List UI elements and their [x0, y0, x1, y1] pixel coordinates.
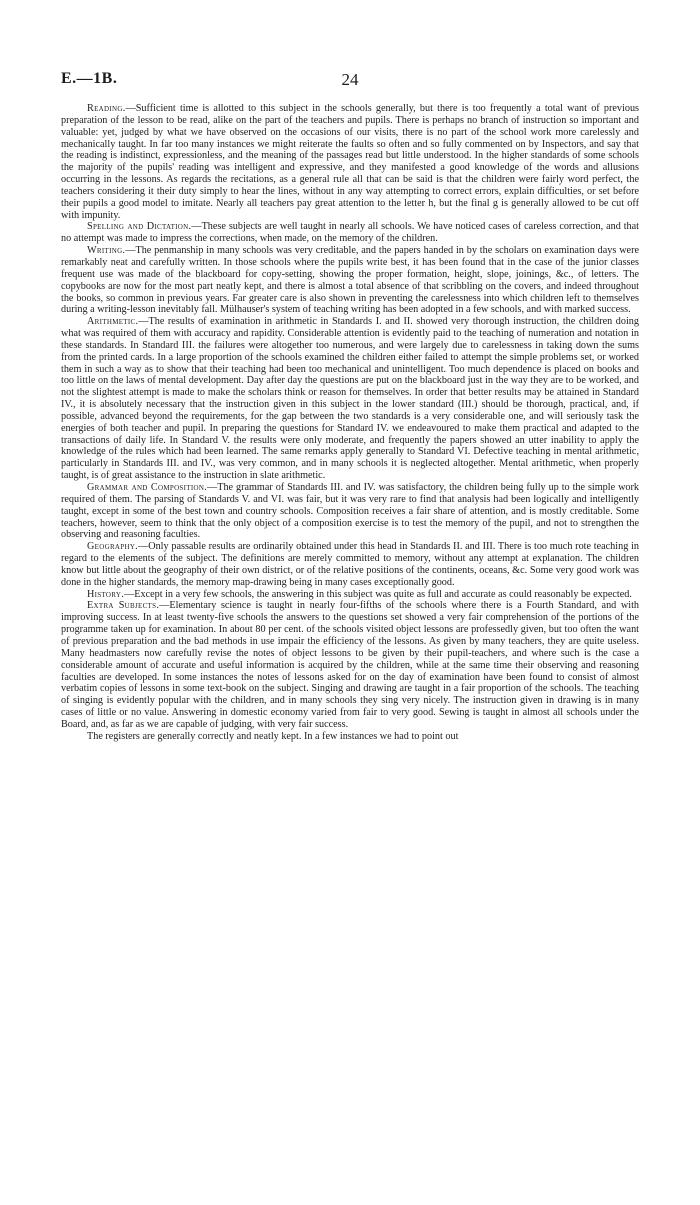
paragraph-text: The registers are generally correctly and neatly kept. In a few instances we had to point out: [87, 730, 459, 742]
paragraph-registers: [61, 731, 639, 743]
page-number: 24: [341, 70, 359, 89]
section-heading: History.: [87, 588, 125, 600]
paragraph-text: —The penmanship in many schools was very creditable, and the papers handed in by the scholars on examination days were remarkably neat and carefully written. In those schools where the pupils write best, it has been found that in the case of the junior classes frequent use was made of the blackboard for copy-setting, showing the proper formation, height, slope, joinings, &c., of letters. The copybooks are now for the most part neatly kept, and there is almost a total absence of that scribbling on the covers, and indeed throughout the books, so common in previous years. Far greater care is also shown in preventing the carelessness into which children left to themselves during a writing-lesson inevitably fall. Mülhauser's system of teaching writing has been adopted in a few schools, and with marked success.: [61, 245, 639, 316]
paragraph-spelling: [61, 221, 639, 245]
section-heading: Reading.: [87, 103, 126, 114]
section-heading: Geography.: [87, 541, 139, 553]
report-body: [61, 103, 639, 743]
paragraph-grammar: [61, 482, 639, 541]
document-reference: E.—1B.: [61, 70, 118, 87]
paragraph-text: —Sufficient time is allotted to this subject in the schools generally, but there is too frequently a total want of previous preparation of the lesson to be read, alike on the part of the teachers and pupils. There is perhaps no branch of instruction so important and valuable: yet, judged by what we have observed on the occasions of our visits, there is no part of the school work more carelessly and mechanically taught. In far too many instances we might reiterate the faults so often and so fully commented on by Inspectors, and say that the reading is indistinct, expressionless, and the meaning of the passages read but little understood. In the higher standards of some schools the majority of the pupils' reading was intelligent and expressive, and they manifested a good knowledge of the words and allusions occurring in the lessons. As regards the recitations, as a general rule all that can be said is that the children were fairly word perfect, the teachers considering it their duty simply to hear the lines, without in any way attempting to correct errors, explain difficulties, or set before their pupils a good model to imitate. Nearly all teachers pay great attention to the letter h, but the final g is generally allowed to be cut off with impunity.: [61, 103, 639, 221]
paragraph-writing: [61, 245, 639, 316]
paragraph-text: —The results of examination in arithmetic in Standards I. and II. showed very thorough instruction, the children doing what was required of them with accuracy and rapidity. Considerable attention is evidently paid to the teaching of numeration and notation in these standards. In Standard III. the failures were altogether too numerous, and were largely due to carelessness in taking down the sums from the printed cards. In a large proportion of the schools examined the children either failed to attempt the simple problems set, or worked them in such a way as to show that their teaching had been too mechanical and unintelligent. Too much dependence is placed on books and too little on the laws of mental development. Day after day the questions are put on the blackboard just in the way they are to be worked, and not the slightest attempt is made to make the scholars think or reason for themselves. In order that better results may be attained in Standard IV., it is absolutely necessary that the instruction given in this subject in the lower standard (III.) should be thorough, practical, and, if possible, advanced beyond the requirements, for the gap between the two standards is a very considerable one, and will seriously task the energies of both teacher and pupil. In preparing the questions for Standard IV. we endeavoured to make them practical and adapted to the transactions of daily life. In Standard V. the results were only moderate, and frequently the papers showed an utter inability to apply the knowledge of the rules which had been learned. The same remarks apply generally to Standard VI. Defective teaching in mental arithmetic, particularly in Standards III. and IV., was very common, and in many schools it is neglected altogether. Mental arithmetic, when properly taught, is of great assistance to the instruction in slate arithmetic.: [61, 316, 639, 482]
paragraph-extra-subjects: [61, 600, 639, 730]
section-heading: Writing.: [87, 245, 126, 257]
page-header: [61, 70, 639, 92]
paragraph-text: —Except in a very few schools, the answering in this subject was quite as full and accurate as could reasonably be expected.: [124, 588, 632, 600]
paragraph-text: —Only passable results are ordinarily obtained under this head in Standards II. and III. There is too much rote teaching in regard to the elements of the subject. The definitions are merely committed to memory, without any attempt at explanation. The children know but little about the geography of their own district, or of the relative positions of the continents, oceans, &c. Some very good work was done in the higher standards, the memory map-drawing being in many cases exceptionally good.: [61, 541, 639, 588]
paragraph-reading: [61, 103, 639, 221]
paragraph-text: —These subjects are well taught in nearly all schools. We have noticed cases of careless correction, and that no attempt was made to impress the corrections, when made, on the memory of the children.: [61, 221, 639, 245]
section-heading: Extra Subjects.: [87, 600, 160, 612]
paragraph-geography: [61, 541, 639, 588]
paragraph-text: —Elementary science is taught in nearly four-fifths of the schools where there is a Fourth Standard, and with improving success. In at least twenty-five schools the answers to the questions set showed a very fair comprehension of the portions of the programme taken up for examination. In about 80 per cent. of the schools visited object lessons are professedly given, but too often the want of previous preparation and the bad methods in use impair the efficiency of the lessons. As given by many teachers, they are quite useless. Many headmasters now carefully revise the notes of object lessons to be given by their pupil-teachers, and where such is the case a considerable amount of accurate and useful information is acquired by the children, while at the same time their observing and reasoning faculties are developed. In some instances the notes of lessons asked for on the day of examination have been found to consist of almost verbatim copies of lessons in some text-book on the subject. Singing and drawing are taught in a fair proportion of the schools. The teaching of singing is evidently popular with the children, and in many schools they sing very nicely. The instruction given in drawing is in many cases of little or no value. Answering in domestic economy varied from fair to very good. Sewing is taught in almost all schools under the Board, and, as far as we are capable of judging, with very fair success.: [61, 600, 639, 730]
section-heading: Spelling and Dictation.: [87, 221, 192, 233]
paragraph-text: —The grammar of Standards III. and IV. was satisfactory, the children being fully up to the simple work required of them. The parsing of Standards V. and VI. was fair, but it was very rare to find that analysis had been logically and intelligently taught, except in some of the best town and country schools. Composition receives a fair share of attention, and is mostly creditable. Some teachers, however, seem to think that the only object of a composition exercise is to test the memory of the pupil, and not to strengthen the observing and reasoning faculties.: [61, 482, 639, 541]
section-heading: Arithmetic.: [87, 316, 139, 328]
section-heading: Grammar and Composition.: [87, 482, 208, 493]
paragraph-history: [61, 589, 639, 601]
paragraph-arithmetic: [61, 316, 639, 482]
